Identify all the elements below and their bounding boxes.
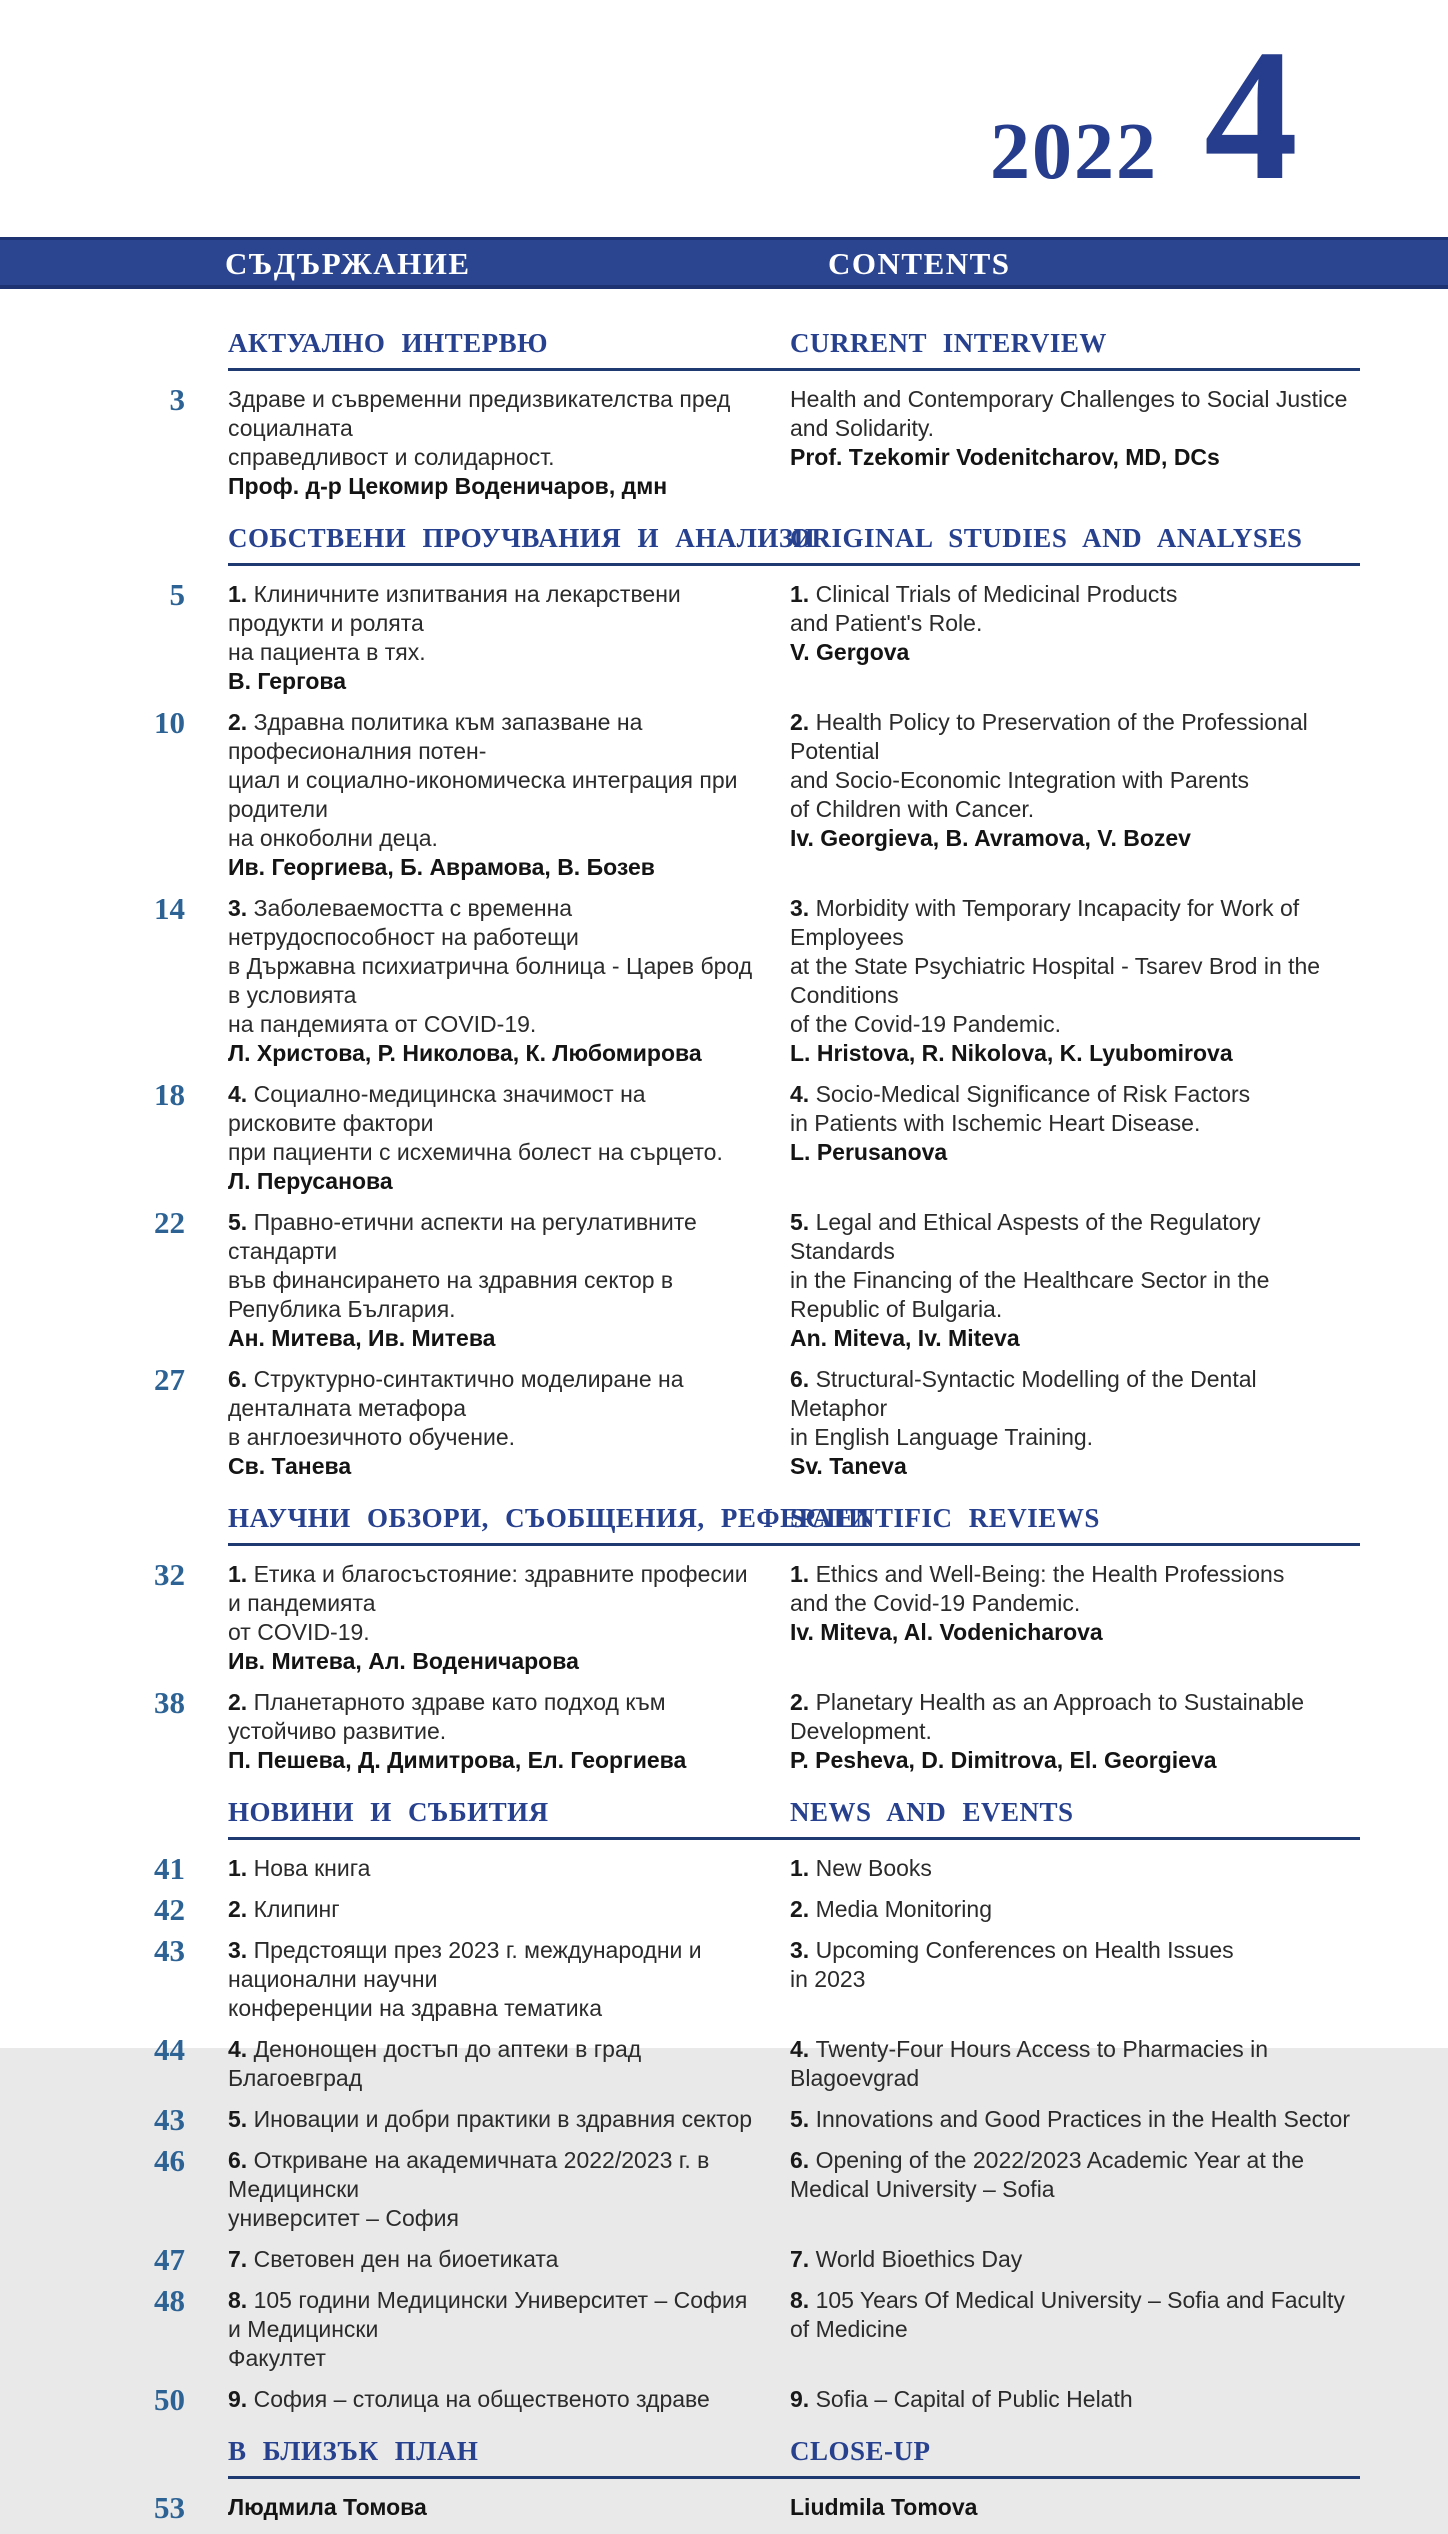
- title-bar: [0, 237, 1448, 289]
- entry-authors-bg: Людмила Томова: [228, 2494, 427, 2520]
- entry-col-bg: [185, 1895, 790, 1924]
- toc-section: [0, 1797, 1360, 2417]
- section-heading: [228, 523, 1360, 566]
- page-number: 50: [154, 2382, 185, 2417]
- entry-col-en: [790, 894, 1360, 1068]
- entry-col-bg: [185, 1936, 790, 2023]
- page-number: 44: [154, 2032, 185, 2067]
- entry-col-bg: [185, 385, 790, 501]
- entry-authors-bg: В. Гергова: [228, 668, 347, 694]
- entry-title-en: 5. Legal and Ethical Aspests of the Regulatory Standards in the Financing of the Healthcare Sector in the Republic of Bulgaria.: [790, 1209, 1270, 1322]
- entry-col-en: [790, 2105, 1360, 2134]
- masthead-year: 2022: [990, 108, 1158, 196]
- section-entries: [0, 1851, 1360, 2417]
- entry-col-bg: [185, 2493, 790, 2522]
- entry-title-en: Health and Contemporary Challenges to Social Justice and Solidarity.: [790, 386, 1348, 441]
- toc-entry: [0, 2382, 1360, 2417]
- entry-col-en: [790, 1936, 1360, 2023]
- toc-entry: [0, 1205, 1360, 1353]
- title-bar-label-bg: СЪДЪРЖАНИЕ: [225, 246, 471, 281]
- entry-authors-bg: Ив. Митева, Ал. Воденичарова: [228, 1648, 579, 1674]
- section-heading-en: ORIGINAL STUDIES AND ANALYSES: [790, 523, 1303, 553]
- section-heading-en: CURRENT INTERVIEW: [790, 328, 1107, 358]
- entry-col-bg: [185, 708, 790, 882]
- entry-title-en: 8. 105 Years Of Medical University – Sofia and Faculty of Medicine: [790, 2287, 1345, 2342]
- page-number: 14: [154, 891, 185, 926]
- entry-title-bg: 6. Структурно-синтактично моделиране на денталната метафора в англоезичното обучение.: [228, 1366, 684, 1450]
- entry-title-en: 5. Innovations and Good Practices in the Health Sector: [790, 2106, 1351, 2132]
- page-number: 38: [154, 1685, 185, 1720]
- entry-title-en: 6. Structural-Syntactic Modelling of the Dental Metaphor in English Language Training.: [790, 1366, 1257, 1450]
- entry-authors-bg: П. Пешева, Д. Димитрова, Ел. Георгиева: [228, 1747, 687, 1773]
- entry-col-en: [790, 1688, 1360, 1775]
- page-number: 53: [154, 2490, 185, 2525]
- toc-entry: [0, 577, 1360, 696]
- toc-entry: [0, 1362, 1360, 1481]
- entry-col-bg: [185, 2035, 790, 2093]
- entry-title-bg: 3. Заболеваемостта с временна нетрудоспособност на работещи в Държавна психиатрична болница - Царев брод в условията на пандемията от COVID-19.: [228, 895, 753, 1037]
- page-number: 27: [154, 1362, 185, 1397]
- section-entries: [0, 577, 1360, 1481]
- entry-col-bg: [185, 1208, 790, 1353]
- entry-authors-bg: Ан. Митева, Ив. Митева: [228, 1325, 496, 1351]
- entry-authors-en: Liudmila Tomova: [790, 2494, 978, 2520]
- toc-section: [0, 2436, 1360, 2525]
- entry-title-bg: 8. 105 години Медицински Университет – София и Медицински Факултет: [228, 2287, 748, 2371]
- entry-title-en: 7. World Bioethics Day: [790, 2246, 1023, 2272]
- entry-authors-en: An. Miteva, Iv. Miteva: [790, 1325, 1020, 1351]
- entry-title-bg: 5. Иновации и добри практики в здравния сектор: [228, 2106, 753, 2132]
- page-number: 41: [154, 1851, 185, 1886]
- entry-authors-bg: Л. Перусанова: [228, 1168, 393, 1194]
- entry-col-bg: [185, 1560, 790, 1676]
- entry-title-en: 1. Clinical Trials of Medicinal Products and Patient's Role.: [790, 581, 1178, 636]
- entry-col-en: [790, 580, 1360, 696]
- section-entries: [0, 382, 1360, 501]
- toc-entry: [0, 1685, 1360, 1775]
- entry-authors-bg: Проф. д-р Цекомир Воденичаров, дмн: [228, 473, 668, 499]
- entry-col-bg: [185, 2286, 790, 2373]
- toc-section: [0, 328, 1360, 501]
- entry-col-en: [790, 2493, 1360, 2522]
- entry-authors-en: Prof. Tzekomir Vodenitcharov, MD, DCs: [790, 444, 1220, 470]
- entry-col-bg: [185, 2105, 790, 2134]
- toc-entry: [0, 1557, 1360, 1676]
- entry-col-en: [790, 385, 1360, 501]
- section-heading-bg: НОВИНИ И СЪБИТИЯ: [228, 1797, 549, 1827]
- page-number: 43: [154, 2102, 185, 2137]
- page-number: 46: [154, 2143, 185, 2178]
- section-heading: [228, 328, 1360, 371]
- entry-title-bg: 6. Откриване на академичната 2022/2023 г. в Медицински университет – София: [228, 2147, 710, 2231]
- entry-title-bg: 7. Световен ден на биоетиката: [228, 2246, 559, 2272]
- section-entries: [0, 1557, 1360, 1775]
- entry-title-bg: 2. Здравна политика към запазване на професионалния потен- циал и социално-икономическа интеграция при родители на онкоболни деца.: [228, 709, 738, 851]
- page-number: 3: [169, 382, 185, 417]
- toc-entry: [0, 382, 1360, 501]
- title-bar-label-en: CONTENTS: [828, 246, 1011, 281]
- masthead: [990, 10, 1298, 219]
- entry-authors-bg: Св. Танева: [228, 1453, 352, 1479]
- entry-col-en: [790, 1365, 1360, 1481]
- entry-col-en: [790, 2286, 1360, 2373]
- entry-col-en: [790, 1854, 1360, 1883]
- toc-entry: [0, 891, 1360, 1068]
- entry-col-en: [790, 1080, 1360, 1196]
- entry-title-bg: 4. Денонощен достъп до аптеки в град Благоевград: [228, 2036, 642, 2091]
- section-heading: [228, 1797, 1360, 1840]
- entry-authors-en: Iv. Georgieva, B. Avramova, V. Bozev: [790, 825, 1191, 851]
- entry-title-en: 1. Ethics and Well-Being: the Health Professions and the Covid-19 Pandemic.: [790, 1561, 1285, 1616]
- page-number: 18: [154, 1077, 185, 1112]
- toc-entry: [0, 2242, 1360, 2277]
- toc-section: [0, 523, 1360, 1481]
- toc-entry: [0, 2102, 1360, 2137]
- entry-col-en: [790, 2385, 1360, 2414]
- page-number: 42: [154, 1892, 185, 1927]
- section-heading-bg: В БЛИЗЪК ПЛАН: [228, 2436, 479, 2466]
- section-heading-bg: НАУЧНИ ОБЗОРИ, СЪОБЩЕНИЯ, РЕФЕРАТИ: [228, 1503, 870, 1533]
- entry-col-en: [790, 2035, 1360, 2093]
- entry-title-en: 4. Socio-Medical Significance of Risk Factors in Patients with Ischemic Heart Disease.: [790, 1081, 1251, 1136]
- entry-title-bg: 9. София – столица на общественото здраве: [228, 2386, 710, 2412]
- entry-title-en: 2. Health Policy to Preservation of the Professional Potential and Socio-Economic Integration with Parents of Children with Cancer.: [790, 709, 1308, 822]
- section-heading-en: SCIENTIFIC REVIEWS: [790, 1503, 1100, 1533]
- toc-entry: [0, 2490, 1360, 2525]
- entry-title-en: 2. Planetary Health as an Approach to Sustainable Development.: [790, 1689, 1305, 1744]
- toc-entry: [0, 1851, 1360, 1886]
- entry-title-en: 4. Twenty-Four Hours Access to Pharmacies in Blagoevgrad: [790, 2036, 1269, 2091]
- entry-title-bg: 1. Етика и благосъстояние: здравните професии и пандемията от COVID-19.: [228, 1561, 748, 1645]
- entry-authors-en: V. Gergova: [790, 639, 910, 665]
- page-number: 32: [154, 1557, 185, 1592]
- page-number: 43: [154, 1933, 185, 1968]
- section-heading: [228, 2436, 1360, 2479]
- page-number: 48: [154, 2283, 185, 2318]
- entry-title-en: 1. New Books: [790, 1855, 932, 1881]
- entry-title-en: 2. Media Monitoring: [790, 1896, 992, 1922]
- entry-title-en: 9. Sofia – Capital of Public Helath: [790, 2386, 1133, 2412]
- page-number: 10: [154, 705, 185, 740]
- toc-entry: [0, 1077, 1360, 1196]
- toc-sections: [0, 306, 1360, 2534]
- entry-title-en: 6. Opening of the 2022/2023 Academic Year at the Medical University – Sofia: [790, 2147, 1305, 2202]
- entry-authors-en: Iv. Miteva, Al. Vodenicharova: [790, 1619, 1103, 1645]
- page-number: 5: [169, 577, 185, 612]
- entry-title-en: 3. Morbidity with Temporary Incapacity for Work of Employees at the State Psychiatric Hospital - Tsarev Brod in the Conditions of the Covid-19 Pandemic.: [790, 895, 1321, 1037]
- entry-col-bg: [185, 1854, 790, 1883]
- section-heading-bg: СОБСТВЕНИ ПРОУЧВАНИЯ И АНАЛИЗИ: [228, 523, 816, 553]
- entry-col-en: [790, 1208, 1360, 1353]
- toc-entry: [0, 2283, 1360, 2373]
- entry-authors-en: Sv. Taneva: [790, 1453, 907, 1479]
- section-heading: [228, 1503, 1360, 1546]
- entry-col-en: [790, 2245, 1360, 2274]
- entry-title-en: 3. Upcoming Conferences on Health Issues in 2023: [790, 1937, 1234, 1992]
- entry-col-bg: [185, 2245, 790, 2274]
- section-heading-en: NEWS AND EVENTS: [790, 1797, 1074, 1827]
- entry-col-en: [790, 708, 1360, 882]
- entry-col-bg: [185, 1688, 790, 1775]
- entry-title-bg: 4. Социално-медицинска значимост на рисковите фактори при пациенти с исхемична болест на сърцето.: [228, 1081, 723, 1165]
- section-entries: [0, 2490, 1360, 2525]
- masthead-issue-number: 4: [1204, 10, 1298, 219]
- entry-col-en: [790, 2146, 1360, 2233]
- entry-col-bg: [185, 1080, 790, 1196]
- toc-entry: [0, 1933, 1360, 2023]
- entry-title-bg: 1. Нова книга: [228, 1855, 371, 1881]
- section-heading-bg: АКТУАЛНО ИНТЕРВЮ: [228, 328, 549, 358]
- entry-title-bg: 2. Клипинг: [228, 1896, 340, 1922]
- entry-title-bg: 2. Планетарното здраве като подход към устойчиво развитие.: [228, 1689, 666, 1744]
- toc-section: [0, 1503, 1360, 1775]
- entry-col-bg: [185, 580, 790, 696]
- entry-col-bg: [185, 2385, 790, 2414]
- entry-authors-en: L. Hristova, R. Nikolova, K. Lyubomirova: [790, 1040, 1233, 1066]
- toc-entry: [0, 2143, 1360, 2233]
- page-number: 47: [154, 2242, 185, 2277]
- page-number: 22: [154, 1205, 185, 1240]
- toc-entry: [0, 705, 1360, 882]
- entry-col-bg: [185, 894, 790, 1068]
- entry-title-bg: 3. Предстоящи през 2023 г. международни и национални научни конференции на здравна тематика: [228, 1937, 702, 2021]
- entry-authors-bg: Л. Христова, Р. Николова, К. Любомирова: [228, 1040, 702, 1066]
- entry-authors-bg: Ив. Георгиева, Б. Аврамова, В. Бозев: [228, 854, 655, 880]
- entry-title-bg: Здраве и съвременни предизвикателства пред социалната справедливост и солидарност.: [228, 386, 731, 470]
- entry-col-bg: [185, 2146, 790, 2233]
- entry-title-bg: 1. Клиничните изпитвания на лекарствени продукти и ролята на пациента в тях.: [228, 581, 681, 665]
- toc-entry: [0, 1892, 1360, 1927]
- entry-authors-en: P. Pesheva, D. Dimitrova, El. Georgieva: [790, 1747, 1217, 1773]
- entry-col-en: [790, 1895, 1360, 1924]
- toc-entry: [0, 2032, 1360, 2093]
- section-heading-en: CLOSE-UP: [790, 2436, 931, 2466]
- entry-title-bg: 5. Правно-етични аспекти на регулативните стандарти във финансирането на здравния сектор в Република България.: [228, 1209, 697, 1322]
- entry-authors-en: L. Perusanova: [790, 1139, 948, 1165]
- entry-col-bg: [185, 1365, 790, 1481]
- entry-col-en: [790, 1560, 1360, 1676]
